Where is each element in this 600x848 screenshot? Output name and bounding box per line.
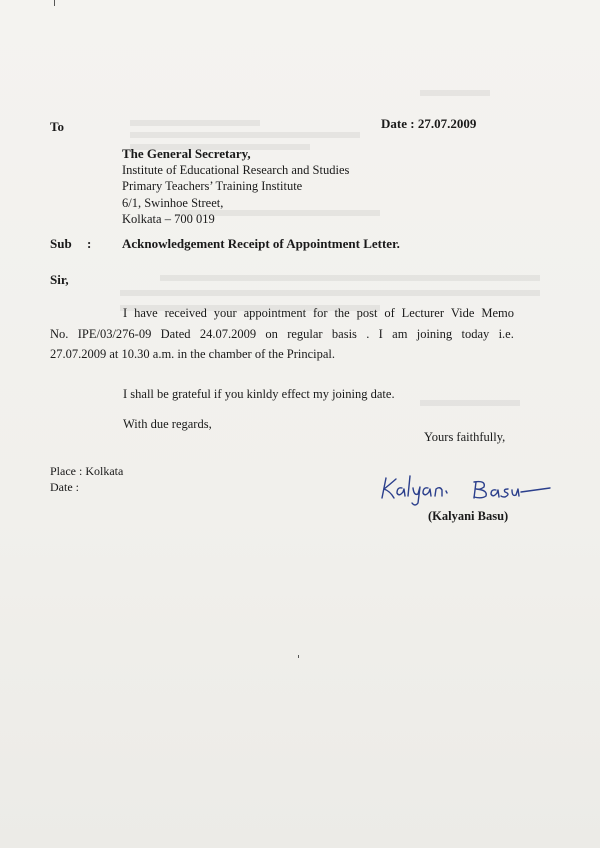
- address-line: 6/1, Swinhoe Street,: [122, 195, 224, 210]
- subject-text: Acknowledgement Receipt of Appointment Letter.: [122, 236, 400, 251]
- body-paragraph: [50, 303, 514, 365]
- address-line: Institute of Educational Research and Studies: [122, 163, 350, 178]
- subject-colon: :: [87, 236, 92, 251]
- subject-label: Sub: [50, 236, 72, 251]
- handwritten-signature: [378, 470, 558, 510]
- body-line-1: I have received your appointment for the post of Lecturer Vide Memo: [123, 306, 514, 320]
- salutation: Sir,: [50, 272, 69, 287]
- address-line: Kolkata – 700 019: [122, 211, 215, 226]
- closing-line: Yours faithfully,: [424, 430, 506, 444]
- address-line: Primary Teachers’ Training Institute: [122, 179, 303, 194]
- regards-line: With due regards,: [123, 417, 212, 431]
- scan-mark: [298, 655, 299, 658]
- recipient-title: The General Secretary,: [122, 146, 251, 161]
- place-date-block: [50, 463, 123, 495]
- sender-name: (Kalyani Basu): [428, 509, 509, 523]
- date-line: Date :: [50, 480, 79, 494]
- recipient-address: [122, 146, 349, 227]
- body-line-3: 27.07.2009 at 10.30 a.m. in the chamber of the Principal.: [50, 347, 336, 361]
- body-line-2: No. IPE/03/276-09 Dated 24.07.2009 on regular basis . I am joining today i.e.: [50, 326, 514, 341]
- scan-mark: [54, 0, 55, 6]
- letter-date: Date : 27.07.2009: [381, 116, 477, 131]
- recipient-to-label: To: [50, 119, 64, 134]
- request-sentence: I shall be grateful if you kinldy effect my joining date.: [123, 387, 395, 401]
- place-line: Place : Kolkata: [50, 464, 124, 478]
